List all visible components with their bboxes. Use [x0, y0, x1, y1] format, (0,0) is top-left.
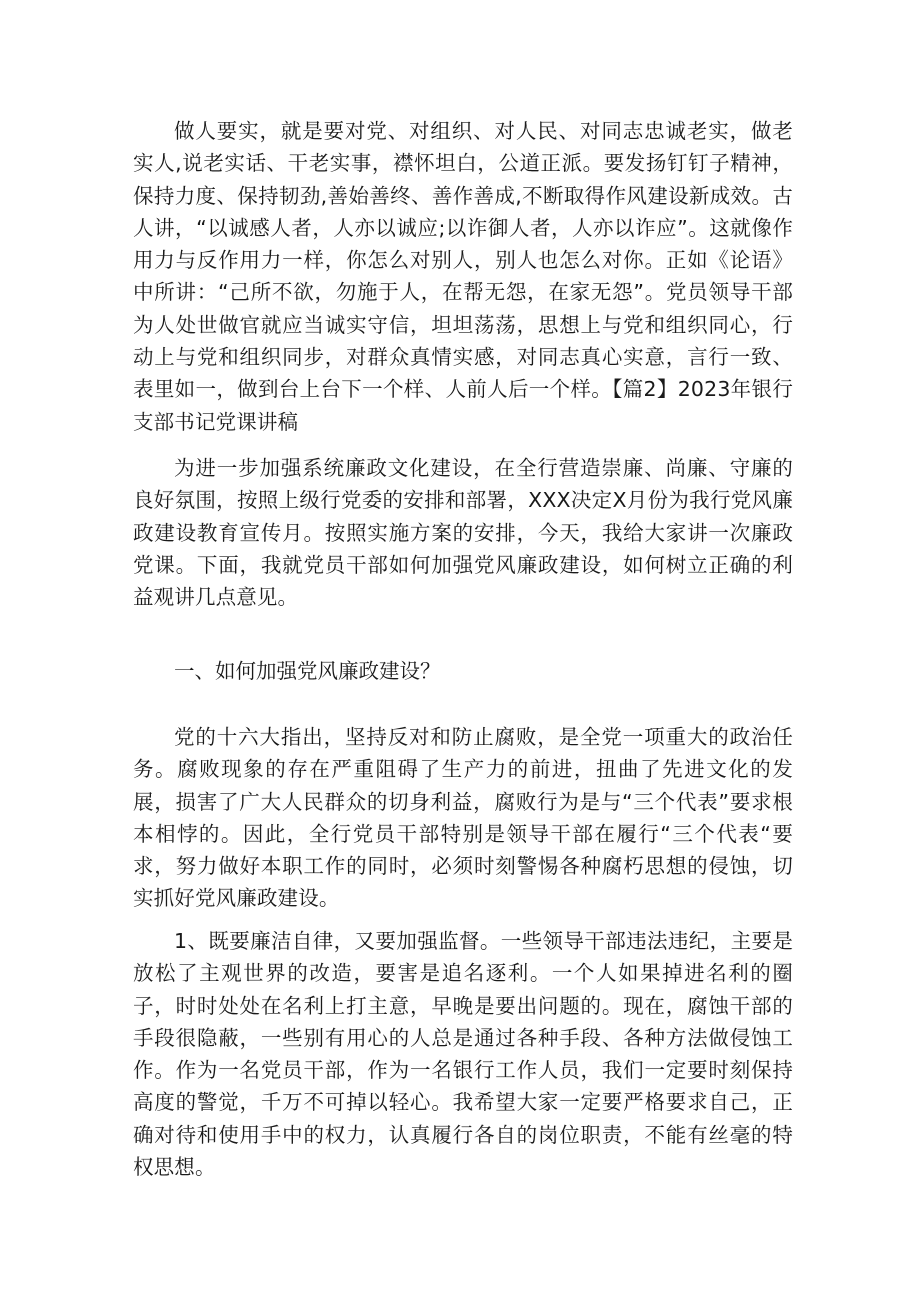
paragraph-self-discipline: 1、既要廉洁自律，又要加强监督。一些领导干部违法违纪，主要是放松了主观世界的改造，要害是追名逐利。一个人如果掉进名利的圈子，时时处处在名利上打主意，早晚是要出问题的。现在，腐蚀干部的手段很隐蔽，一些别有用心的人总是通过各种手段、各种方法做侵蚀工作。作为一名党员干部，作为一名银行工作人员，我们一定要时刻保持高度的警觉，千万不可掉以轻心。我希望大家一定要严格要求自己，正确对待和使用手中的权力，认真履行各自的岗位职责，不能有丝毫的特权思想。 [133, 929, 793, 1180]
paragraph-intro: 为进一步加强系统廉政文化建设，在全行营造崇廉、尚廉、守廉的良好氛围，按照上级行党委的安排和部署，XXX决定X月份为我行党风廉政建设教育宣传月。按照实施方案的安排，今天，我给大家讲一次廉政党课。下面，我就党员干部如何加强党风廉政建设，如何树立正确的利益观讲几点意见。 [133, 456, 793, 610]
section-heading: 一、如何加强党风廉政建设？ [174, 659, 441, 683]
paragraph-integrity: 做人要实，就是要对党、对组织、对人民、对同志忠诚老实，做老实人,说老实话、干老实事，襟怀坦白，公道正派。要发扬钉钉子精神，保持力度、保持韧劲,善始善终、善作善成,不断取得作风建设新成效。古人讲，“以诚感人者，人亦以诚应;以诈御人者，人亦以诈应”。这就像作用力与反作用力一样，你怎么对别人，别人也怎么对你。正如《论语》中所讲：“己所不欲，勿施于人，在帮无怨，在家无怨”。党员领导干部为人处世做官就应当诚实守信，坦坦荡荡，思想上与党和组织同心，行动上与党和组织同步，对群众真情实感，对同志真心实意，言行一致、表里如一，做到台上台下一个样、人前人后一个样。【篇2】2023年银行支部书记党课讲稿 [133, 119, 793, 434]
paragraph-congress: 党的十六大指出，坚持反对和防止腐败，是全党一项重大的政治任务。腐败现象的存在严重阻碍了生产力的前进，扭曲了先进文化的发展，损害了广大人民群众的切身利益，腐败行为是与“三个代表”要求根本相悖的。因此，全行党员干部特别是领导干部在履行“三个代表“要求，努力做好本职工作的同时，必须时刻警惕各种腐朽思想的侵蚀，切实抓好党风廉政建设。 [133, 725, 793, 911]
